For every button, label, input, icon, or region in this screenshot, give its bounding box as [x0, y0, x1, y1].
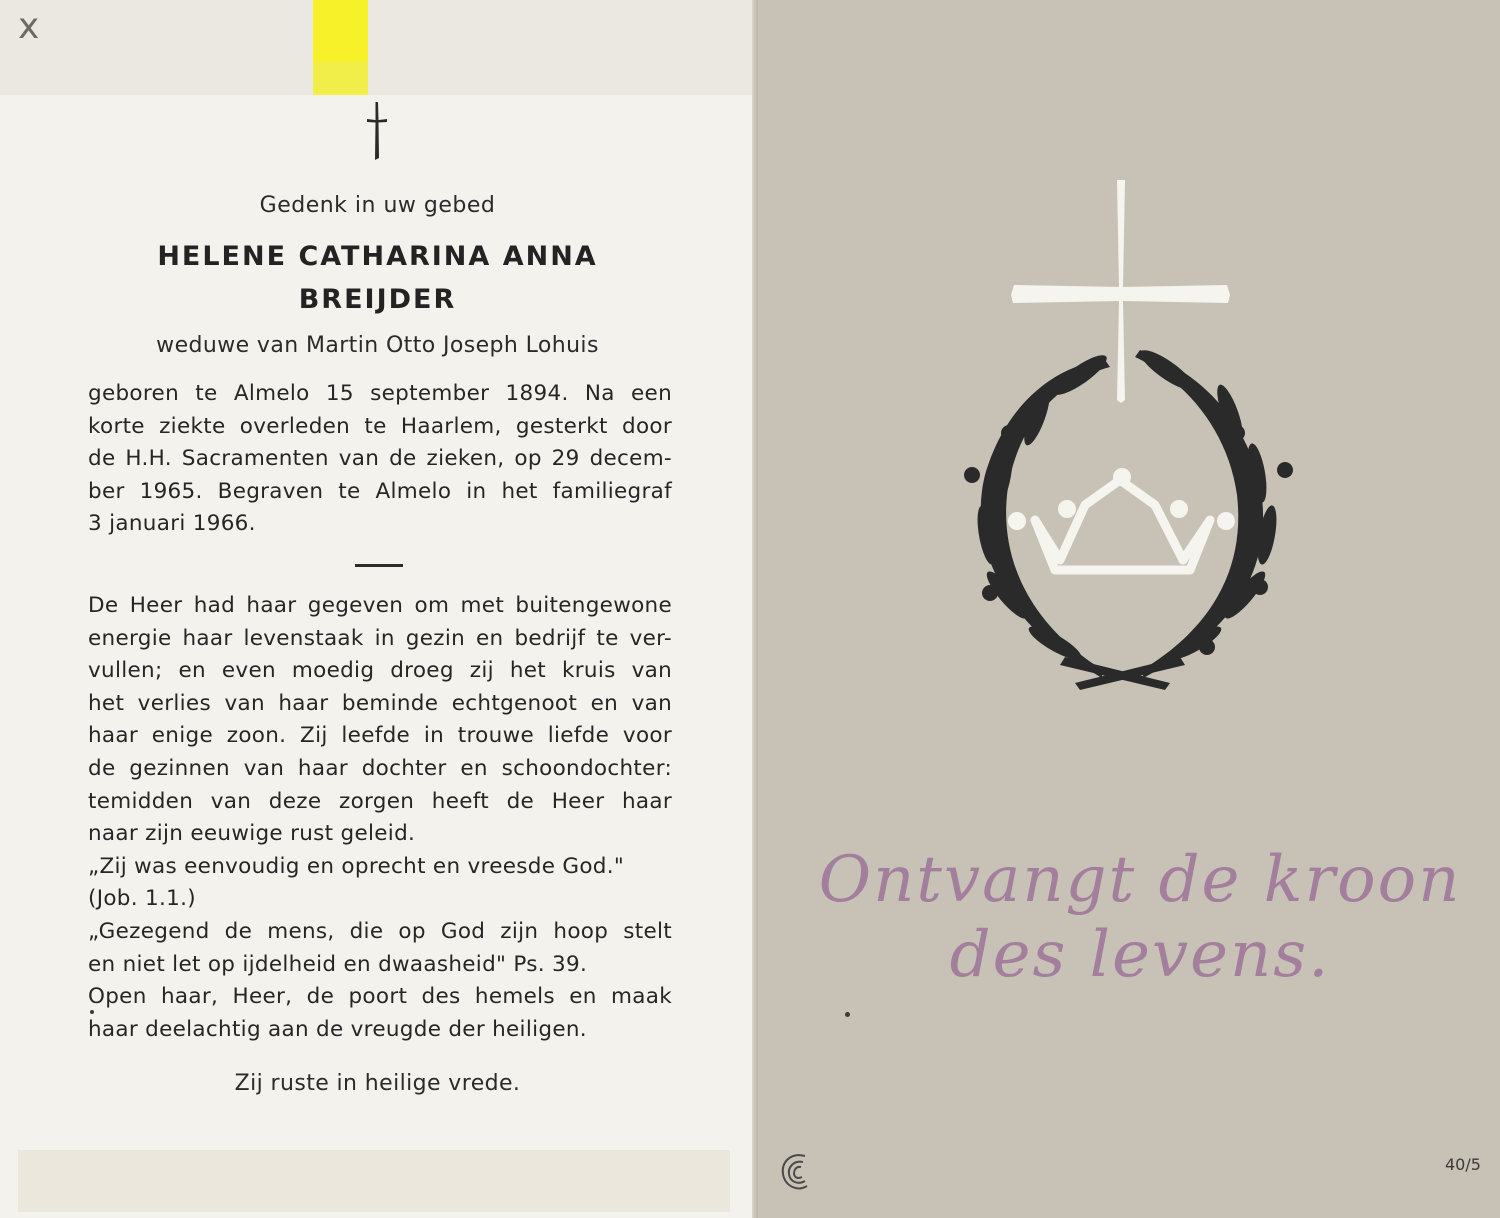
- quote-line: „Zij was eenvoudig en oprecht en vreesde God.": [88, 853, 625, 879]
- yellow-tape-upper: [313, 0, 368, 62]
- wreath-crown-emblem: [945, 175, 1305, 705]
- cross-icon: [362, 100, 392, 162]
- text-line: De Heer had haar gegeven om met buitengewone: [88, 593, 672, 618]
- text-line: vullen; en even moedig droeg zij het kruis van: [88, 658, 672, 684]
- quote-reference: (Job. 1.1.): [88, 886, 196, 912]
- aged-top-strip: [0, 0, 755, 95]
- section-divider: [355, 564, 403, 567]
- text-line: de gezinnen van haar dochter en schoondochter:: [88, 755, 672, 781]
- print-code: 40/5: [1445, 1155, 1481, 1174]
- bio-line: geboren te Almelo 15 september 1894. Na een: [88, 381, 672, 406]
- text-line: temidden van deze zorgen heeft de Heer haar: [88, 788, 672, 814]
- card-fold: [752, 0, 758, 1218]
- paper-speck: [90, 1010, 94, 1014]
- quote-line: en niet let op ijdelheid en dwaasheid" Ps. 39.: [88, 951, 588, 977]
- closing-line: Zij ruste in heilige vrede.: [234, 1071, 521, 1096]
- aged-bottom-strip: [18, 1150, 730, 1212]
- biography-paragraph: [88, 378, 672, 541]
- bio-line: ber 1965. Begraven te Almelo in het familiegraf: [88, 478, 672, 504]
- crown-icon: [1035, 480, 1210, 570]
- text-line: naar zijn eeuwige rust geleid.: [88, 821, 416, 847]
- text-line: haar enige zoon. Zij leefde in trouwe liefde voor: [88, 723, 672, 749]
- prayer-line: haar deelachtig aan de vreugde der heiligen.: [88, 1016, 587, 1042]
- bio-line: de H.H. Sacramenten van de zieken, op 29 decem-: [88, 446, 672, 472]
- deceased-name-line1: HELENE CATHARINA ANNA: [157, 241, 598, 272]
- bio-line: korte ziekte overleden te Haarlem, gesterkt door: [88, 413, 672, 439]
- memorial-text: [88, 590, 672, 1046]
- widow-of-line: weduwe van Martin Otto Joseph Lohuis: [156, 333, 599, 358]
- white-cross-icon: [1011, 180, 1230, 403]
- quote-line: „Gezegend de mens, die op God zijn hoop stelt: [88, 918, 672, 944]
- bio-line: 3 januari 1966.: [88, 511, 256, 537]
- pencil-mark: x: [18, 6, 40, 47]
- remember-heading: Gedenk in uw gebed: [259, 193, 496, 218]
- text-line: het verlies van haar beminde echtgenoot en van: [88, 690, 672, 716]
- motto-line1: Ontvangt de kroon: [818, 843, 1462, 917]
- deceased-name-line2: BREIJDER: [298, 284, 457, 315]
- text-line: energie haar levenstaak in gezin en bedrijf te ver-: [88, 625, 672, 651]
- paper-speck: [845, 1012, 850, 1017]
- motto-line2: des levens.: [949, 918, 1331, 992]
- prayer-line: Open haar, Heer, de poort des hemels en maak: [88, 984, 672, 1010]
- copyright-c-icon: [779, 1150, 813, 1194]
